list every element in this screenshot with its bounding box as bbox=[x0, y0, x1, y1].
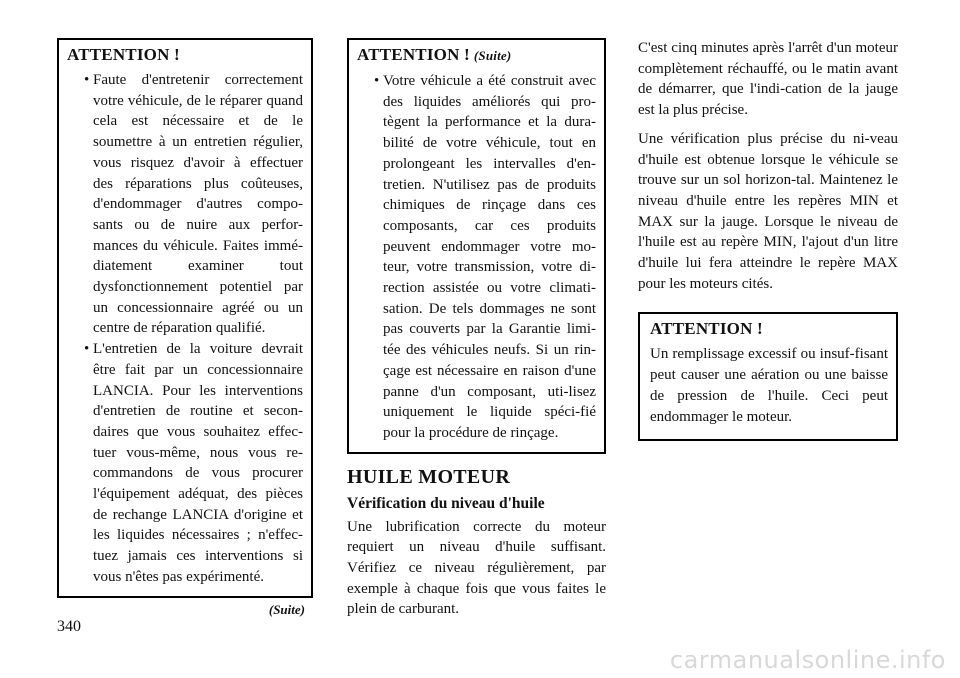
body-paragraph: C'est cinq minutes après l'arrêt d'un moteur complètement réchauffé, ou le matin avant de démarrer, que l'indi-cation de la jauge est la plus précise. bbox=[638, 40, 898, 119]
section-title: HUILE MOTEUR bbox=[347, 465, 511, 488]
bullet-text: Faute d'entretenir correctement votre véhicule, de le réparer quand cela est nécessaire et de le soumettre à un entretien régulier, vous risquez d'avoir à effectuer des réparations plus coûteuses, d'endommager d'autres compo-sants ou de nuire aux perfor-mances du véhicule. Faites immé-diatement examiner tout dysfonctionnement potentiel par un concessionnaire agréé ou un centre de réparation qualifié. bbox=[93, 72, 303, 337]
bullet-text: Votre véhicule a été construit avec des liquides améliorés qui pro-tègent la performance et la dura-bilité de votre véhicule, tout en prolongeant les intervalles d'en-tretien. N'utilisez pas de produits chimiques de rinçage dans ces composants, car ces produits peuvent endommager votre mo-teur, votre transmission, votre di-rection assistée ou votre climati-sation. De tels dommages ne sont pas couverts par la Garantie limi-tée des véhicules neufs. Si un rin-çage est nécessaire en raison d'une panne d'un composant, uti-lisez uniquement le liquide spéci-fié pour la procédure de rinçage. bbox=[383, 73, 596, 441]
bullet-item bbox=[76, 339, 303, 587]
attention-box bbox=[57, 38, 313, 598]
attention-text: Un remplissage excessif ou insuf-fisant peut causer une aération ou une baisse de pression de l'huile. Ceci peut endommager le moteur. bbox=[650, 346, 888, 425]
bullet-list bbox=[357, 71, 596, 444]
page-number: 340 bbox=[57, 618, 81, 635]
continued-label: (Suite) bbox=[268, 601, 305, 617]
subsection-title: Vérification du niveau d'huile bbox=[347, 494, 545, 512]
bullet-item bbox=[76, 70, 303, 339]
bullet-item bbox=[366, 71, 596, 444]
attention-title: ATTENTION ! bbox=[650, 319, 763, 339]
right-column bbox=[638, 38, 898, 441]
body-paragraph: Une lubrification correcte du moteur requiert un niveau d'huile suffisant. Vérifiez ce niveau régulièrement, par exemple à chaque fois que vous faites le plein de carburant. bbox=[347, 518, 606, 618]
body-paragraph: Une vérification plus précise du ni-veau d'huile est obtenue lorsque le véhicule se trouve sur un sol horizon-tal. Maintenez le niveau d'huile entre les repères MIN et MAX sur la jauge. Lorsque le niveau de l'huile est au repère MIN, l'ajout d'un litre d'huile lui fera atteindre le repère MAX pour les moteurs cités. bbox=[638, 130, 898, 292]
watermark: carmanualsonline.info bbox=[669, 646, 946, 674]
attention-box bbox=[638, 312, 898, 441]
attention-title: ATTENTION ! bbox=[67, 45, 180, 64]
attention-title-text: ATTENTION ! bbox=[357, 45, 470, 64]
bullet-icon: • bbox=[84, 341, 90, 358]
attention-title bbox=[357, 44, 596, 67]
attention-box-continued bbox=[347, 38, 606, 454]
left-column bbox=[57, 38, 313, 618]
bullet-icon: • bbox=[84, 72, 90, 88]
bullet-icon: • bbox=[374, 73, 380, 89]
bullet-text: L'entretien de la voiture devrait être fait par un concessionnaire LANCIA. Pour les interventions d'entretien de routine et secon-daires que vous souhaitez effec-tuer vous-même, nous vous re-commandons de vous procurer l'équipement adéquat, des pièces de rechange LANCIA d'origine et les liquides nécessaires ; n'effec-tuez jamais ces interventions si vous n'êtes pas expérimenté. bbox=[93, 341, 303, 585]
bullet-list bbox=[67, 70, 303, 588]
middle-column bbox=[347, 38, 606, 628]
attention-suite-label: (Suite) bbox=[473, 48, 512, 63]
